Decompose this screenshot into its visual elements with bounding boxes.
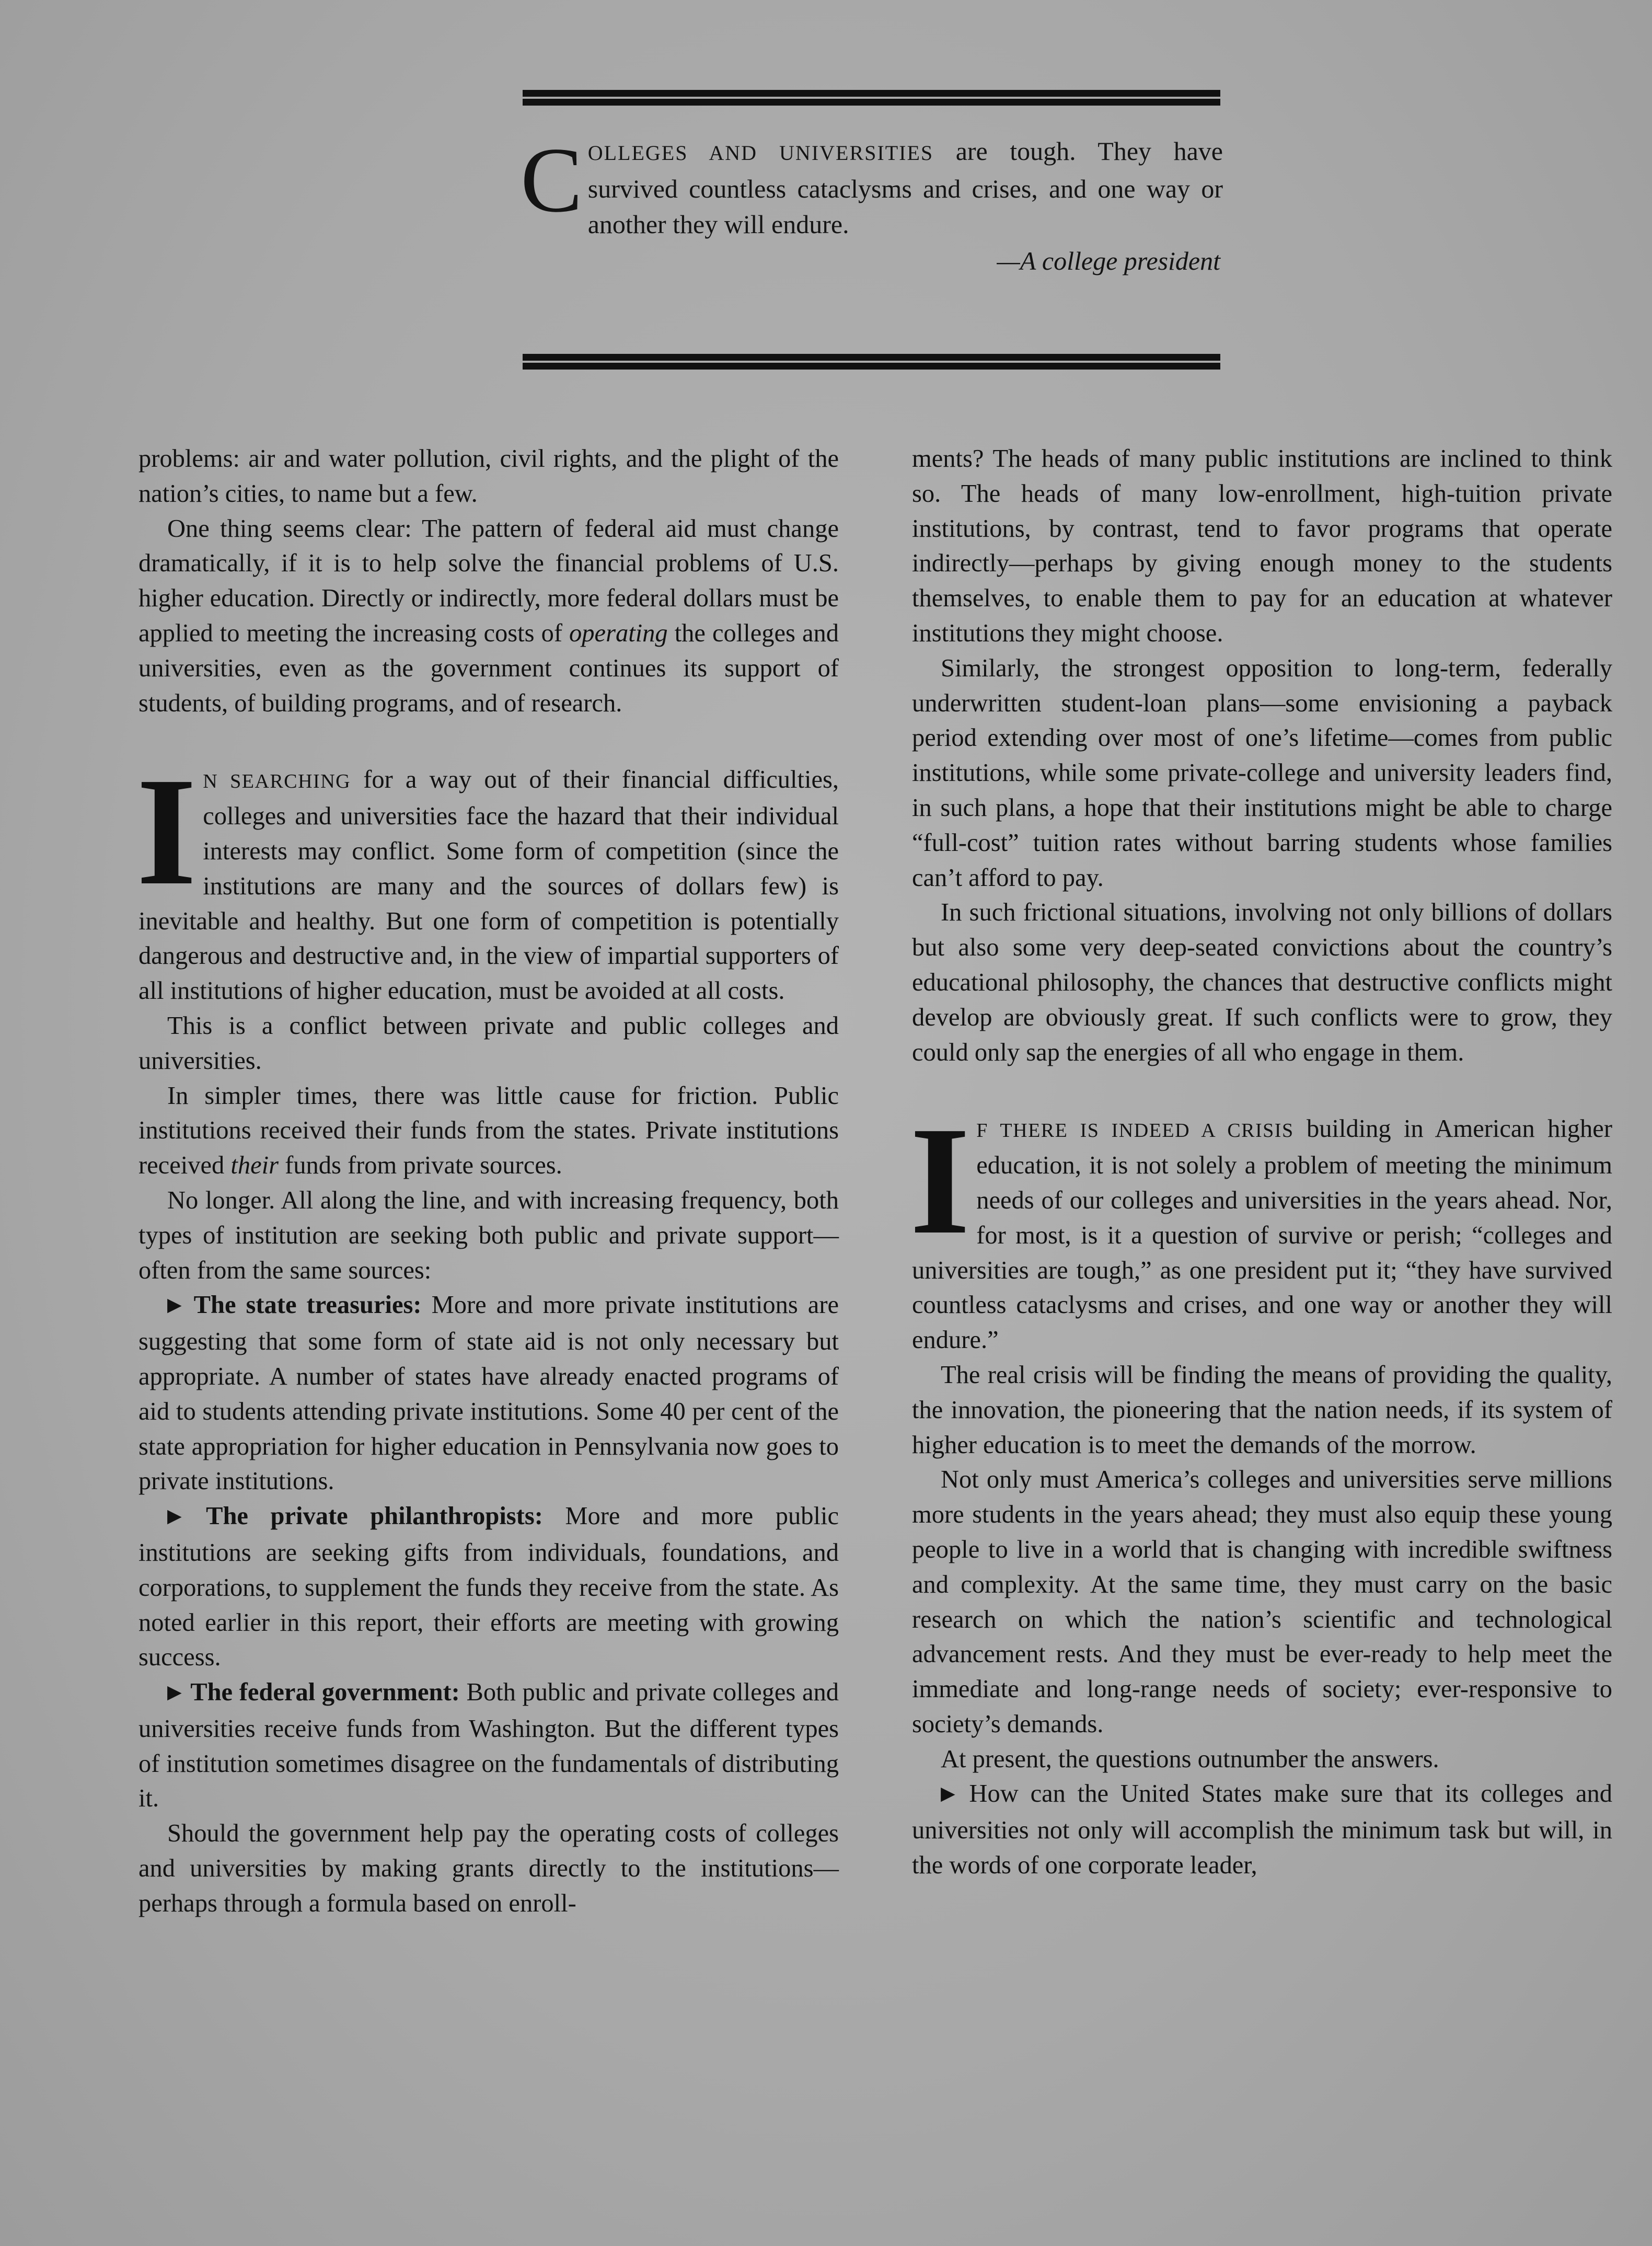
bullet-item xyxy=(138,1288,839,1499)
bullet-heading: The federal government: xyxy=(190,1678,460,1707)
paragraph-text: the colleges and universities, even as the government continues its support of students, of building programs, and of research. xyxy=(138,619,839,717)
paragraph xyxy=(138,512,839,721)
paragraph: Similarly, the strongest opposition to long-term, federally underwritten student-loan plans—some envisioning a payback period extending over most of one’s lifetime—comes from public institutions, while some private-college and university leaders find, in such plans, a hope that their institutions might be able to charge “full-cost” tuition rates without barring students whose families can’t afford to pay. xyxy=(912,654,1612,892)
left-column xyxy=(138,442,839,1921)
paragraph-text: funds from private sources. xyxy=(278,1151,562,1180)
bullet-heading: The state treasuries: xyxy=(193,1291,422,1319)
pull-quote-body: are tough. They have survived countless cataclysms and crises, and one way or another they will endure. xyxy=(587,136,1223,239)
bullet-item xyxy=(138,1675,839,1816)
paragraph: problems: air and water pollution, civil rights, and the plight of the nation’s cities, to name but a few. xyxy=(138,445,839,508)
pull-quote-drop-letter: C xyxy=(521,128,583,232)
paragraph: Should the government help pay the operating costs of colleges and universities by making grants directly to the institutions—perhaps through a formula based on enroll- xyxy=(138,1819,839,1917)
paragraph: In such frictional situations, involving not only billions of dollars but also some very deep-seated convictions about the country’s educational philosophy, the chances that destructive conflicts might develop are obviously great. If such conflicts were to grow, they could only sap the energies of all who engage in them. xyxy=(912,899,1612,1066)
section-initial: I xyxy=(910,1095,971,1267)
pull-quote-small-caps: OLLEGES AND UNIVERSITIES xyxy=(587,141,934,165)
right-column xyxy=(912,442,1612,1883)
section-small-caps: N SEARCHING xyxy=(203,770,351,793)
pull-quote-text xyxy=(521,128,1223,242)
bullet-text: How can the United States make sure that its colleges and universities not only will accomplish the minimum task but will, in the words of one corporate leader, xyxy=(912,1780,1612,1880)
paragraph: ments? The heads of many public institutions are inclined to think so. The heads of many low-enrollment, high-tuition private institutions, by contrast, tend to favor programs that operate indirectly—perhaps by giving enough money to the students themselves, to enable them to pay for an education at whatever institutions they might choose. xyxy=(912,445,1612,647)
bullet-heading: The private philanthropists: xyxy=(206,1502,543,1530)
section-paragraph xyxy=(136,746,839,1009)
bottom-double-rule xyxy=(523,354,1220,370)
paragraph-text: One thing seems clear: The pattern of federal aid must change dramatically, if it is to help solve the financial problems of U.S. higher education. Directly or indirectly, more federal dollars must be applied to meeting the increasing costs of xyxy=(138,514,839,647)
section-text: building in American higher education, it is not solely a problem of meeting the minimum needs of our colleges and universities in the years ahead. Nor, for most, is it a question of survive or perish; “colleges and universities are tough,” as one president put it; “they have survived countless cataclysms and crises, and one way or another they will endure.” xyxy=(912,1115,1612,1354)
bullet-text: More and more public institutions are seeking gifts from individuals, foundations, and corporations, to supplement the funds they receive from the state. As noted earlier in this report, their efforts are meeting with growing success. xyxy=(138,1502,839,1672)
arrow-bullet-icon: ▶ xyxy=(167,1294,186,1316)
section-small-caps: F THERE IS INDEED A CRISIS xyxy=(976,1120,1294,1142)
pull-quote xyxy=(521,128,1223,279)
italic-text: operating xyxy=(569,619,668,647)
arrow-bullet-icon: ▶ xyxy=(941,1783,961,1804)
paragraph: At present, the questions outnumber the answers. xyxy=(941,1745,1439,1773)
paragraph: The real crisis will be finding the means of providing the quality, the innovation, the pioneering that the nation needs, if its system of higher education is to meet the demands of the morrow. xyxy=(912,1361,1612,1459)
paragraph: Not only must America’s colleges and universities serve millions more students in the years ahead; they must also equip these young people to live in a world that is changing with incredible swiftness and complexity. At the same time, they must carry on the basic research on which the nation’s scientific and technological advancement rests. And they must be ever-ready to help meet the immediate and long-range needs of society; ever-responsive to society’s demands. xyxy=(912,1466,1612,1738)
paragraph-text: In simpler times, there was little cause for friction. Public institutions received their funds from the states. Private institutions received xyxy=(138,1081,839,1180)
paragraph: This is a conflict between private and public colleges and universities. xyxy=(138,1011,839,1075)
bullet-text: More and more private institutions are suggesting that some form of state aid is not only necessary but appropriate. A number of states have already enacted programs of aid to students attending private institutions. Some 40 per cent of the state appropriation for higher education in Pennsylvania now goes to private institutions. xyxy=(138,1291,839,1495)
section-text: for a way out of their financial difficulties, colleges and universities face the hazard that their individual interests may conflict. Some form of competition (since the institutions are many and the sources of dollars few) is inevitable and healthy. But one form of competition is potentially dangerous and destructive and, in the view of impartial supporters of all institutions of higher education, must be avoided at all costs. xyxy=(138,766,839,1005)
arrow-bullet-icon: ▶ xyxy=(167,1505,198,1527)
section-initial: I xyxy=(136,746,197,918)
bullet-text: Both public and private colleges and universities receive funds from Washington. But the different types of institution sometimes disagree on the fundamentals of distributing it. xyxy=(138,1678,839,1813)
paragraph xyxy=(138,1079,839,1183)
bullet-item xyxy=(912,1777,1612,1883)
arrow-bullet-icon: ▶ xyxy=(167,1681,182,1703)
paragraph: No longer. All along the line, and with increasing frequency, both types of institution are seeking both public and private support—often from the same sources: xyxy=(138,1186,839,1284)
top-double-rule xyxy=(523,90,1220,106)
section-paragraph xyxy=(910,1095,1612,1358)
bullet-item xyxy=(138,1499,839,1675)
pull-quote-attribution: —A college president xyxy=(997,246,1220,275)
italic-text: their xyxy=(230,1151,279,1180)
